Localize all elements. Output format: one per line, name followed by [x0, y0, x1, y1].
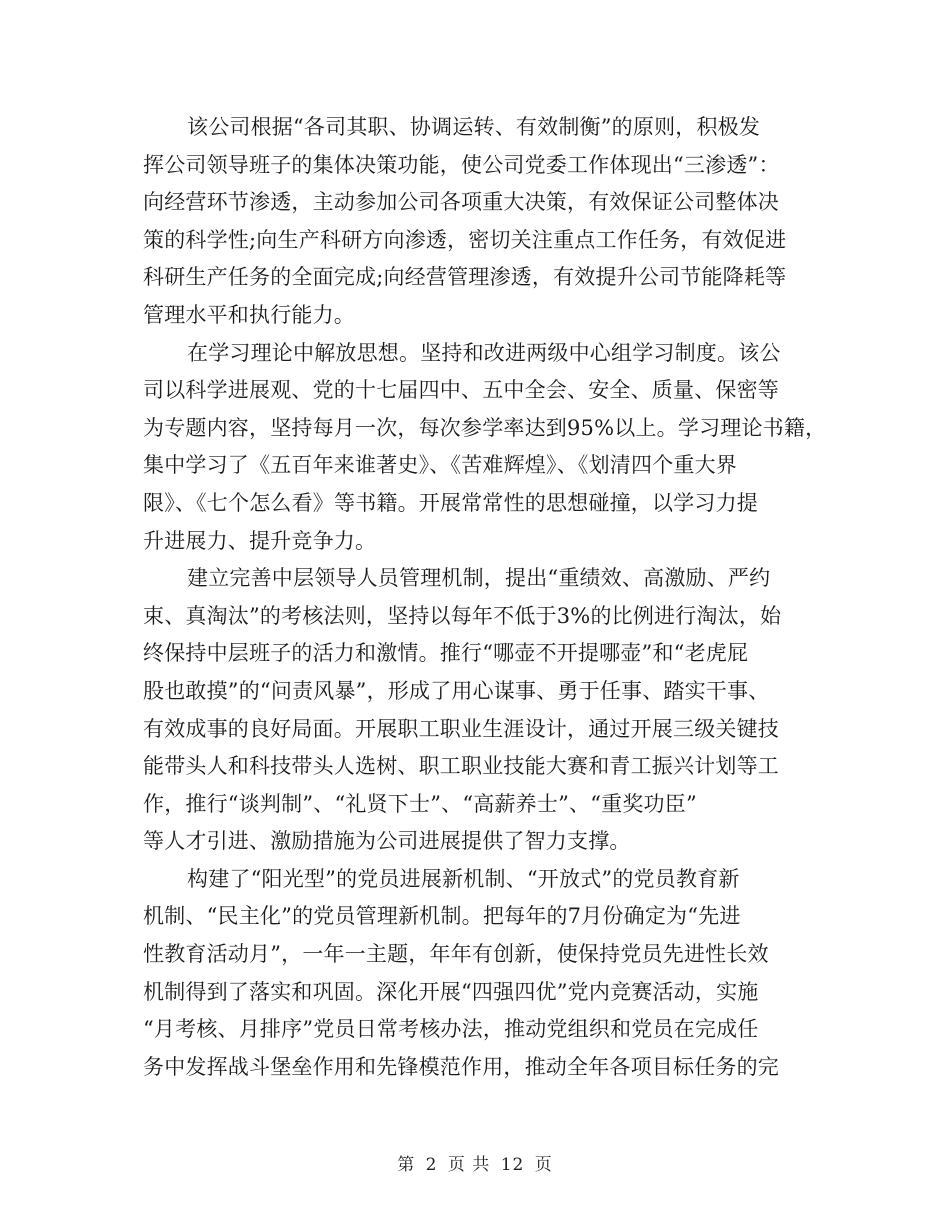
- text-line: 在学习理论中解放思想。坚持和改进两级中心组学习制度。该公: [187, 340, 781, 365]
- footer-middle: 页 共: [447, 1155, 491, 1175]
- text-line: 集中学习了《五百年来谁著史》、《苦难辉煌》、《划清四个重大界: [143, 453, 737, 478]
- page-footer: [0, 1150, 950, 1175]
- text-line: 束、真淘汰”的考核法则，坚持以每年不低于3%的比例进行淘汰，始: [143, 603, 782, 628]
- text-line: 挥公司领导班子的集体决策功能，使公司党委工作体现出“三渗透”：: [143, 152, 780, 177]
- text-line: 有效成事的良好局面。开展职工职业生涯设计，通过开展三级关键技: [143, 716, 779, 741]
- text-line: 等人才引进、激励措施为公司进展提供了智力支撑。: [143, 829, 631, 854]
- text-line: 作，推行“谈判制”、“礼贤下士”、“高薪养士”、“重奖功臣”: [143, 791, 697, 816]
- text-line: 科研生产任务的全面完成;向经营管理渗透，有效提升公司节能降耗等: [143, 265, 787, 290]
- footer-page-number: 2: [425, 1155, 438, 1175]
- text-line: 能带头人和科技带头人选树、职工职业技能大赛和青工振兴计划等工: [143, 754, 779, 779]
- text-line: 该公司根据“各司其职、协调运转、有效制衡”的原则，积极发: [187, 115, 761, 139]
- text-line: 务中发挥战斗堡垒作用和先锋模范作用，推动全年各项目标任务的完: [143, 1054, 779, 1079]
- text-line: 限》、《七个怎么看》等书籍。开展常常性的思想碰撞，以学习力提: [143, 490, 758, 515]
- text-line: 升进展力、提升竞争力。: [143, 528, 377, 553]
- text-line: “月考核、月排序”党员日常考核办法，推动党组织和党员在完成任: [143, 1017, 759, 1042]
- footer-total-pages: 12: [500, 1155, 525, 1175]
- text-line: 终保持中层班子的活力和激情。推行“哪壶不开提哪壶”和“老虎屁: [143, 641, 749, 666]
- text-line: 为专题内容，坚持每月一次，每次参学率达到95%以上。学习理论书籍，: [143, 415, 827, 440]
- text-line: 司以科学进展观、党的十七届四中、五中全会、安全、质量、保密等: [143, 378, 779, 403]
- text-line: 机制、“民主化”的党员管理新机制。把每年的7月份确定为“先进: [143, 904, 741, 929]
- text-line: 机制得到了落实和巩固。深化开展“四强四优”党内竞赛活动，实施: [143, 979, 759, 1004]
- text-line: 管理水平和执行能力。: [143, 302, 355, 327]
- document-body: [143, 109, 827, 1086]
- text-line: 性教育活动月”，一年一主题，年年有创新，使保持党员先进性长效: [143, 942, 769, 967]
- text-line: 建立完善中层领导人员管理机制，提出“重绩效、高激励、严约: [187, 566, 771, 591]
- footer-suffix: 页: [534, 1155, 553, 1175]
- footer-prefix: 第: [397, 1155, 416, 1175]
- text-line: 股也敢摸”的“问责风暴”，形成了用心谋事、勇于任事、踏实干事、: [143, 678, 770, 703]
- text-line: 构建了“阳光型”的党员进展新机制、“开放式”的党员教育新: [187, 866, 740, 891]
- text-line: 向经营环节渗透，主动参加公司各项重大决策，有效保证公司整体决: [143, 190, 779, 215]
- text-line: 策的科学性;向生产科研方向渗透，密切关注重点工作任务，有效促进: [143, 227, 787, 252]
